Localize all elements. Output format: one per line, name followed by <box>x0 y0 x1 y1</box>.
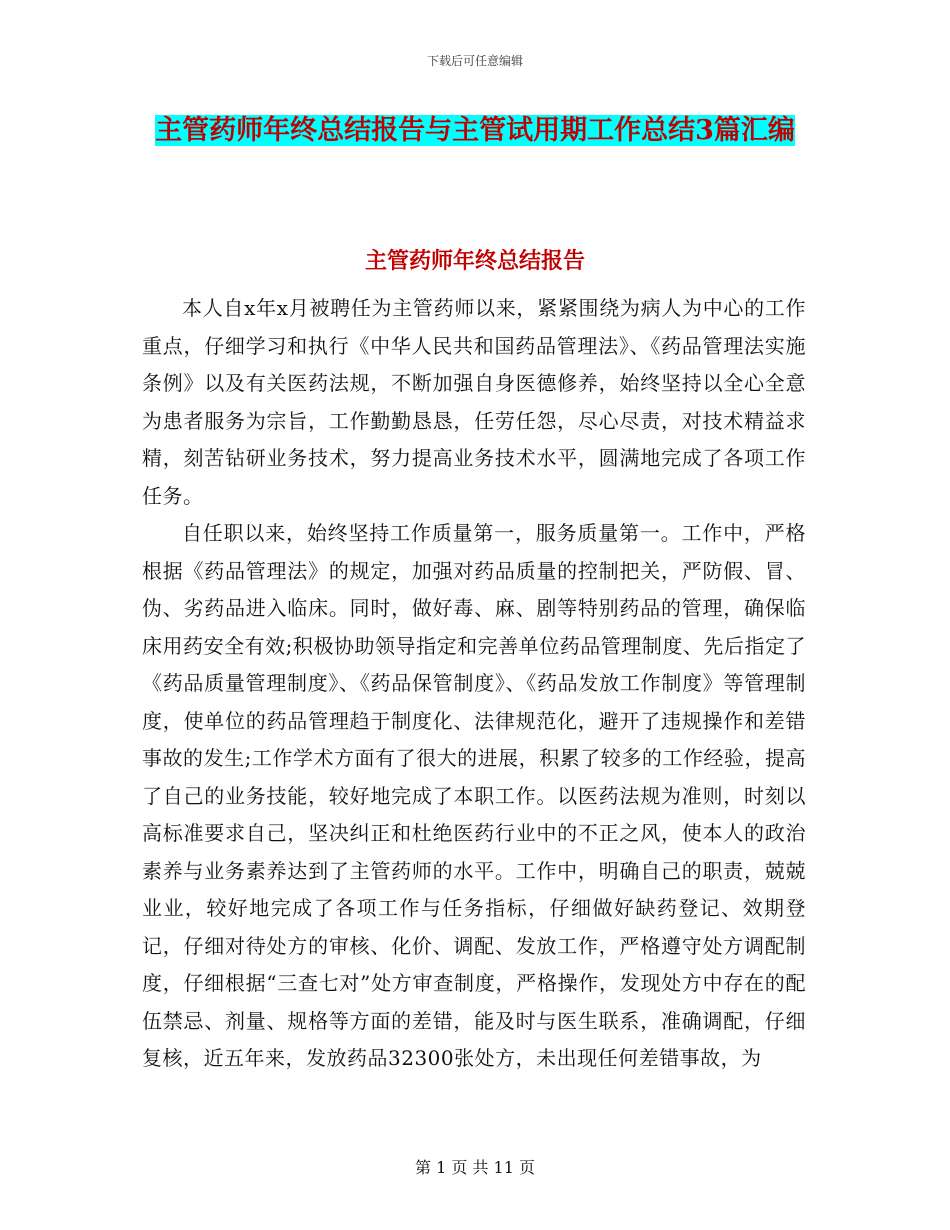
paragraph-2: 自任职以来，始终坚持工作质量第一，服务质量第一。工作中，严格根据《药品管理法》的规定，加强对药品质量的控制把关，严防假、冒、伪、劣药品进入临床。同时，做好毒、麻、剧等特别药品的管理，确保临床用药安全有效;积极协助领导指定和完善单位药品管理制度、先后指定了《药品质量管理制度》、《药品保管制度》、《药品发放工作制度》等管理制度，使单位的药品管理趋于制度化、法律规范化，避开了违规操作和差错事故的发生;工作学术方面有了很大的进展，积累了较多的工作经验，提高了自己的业务技能，较好地完成了本职工作。以医药法规为准则，时刻以高标准要求自己，坚决纠正和杜绝医药行业中的不正之风，使本人的政治素养与业务素养达到了主管药师的水平。工作中，明确自己的职责，兢兢业业，较好地完成了各项工作与任务指标，仔细做好缺药登记、效期登记，仔细对待处方的审核、化价、调配、发放工作，严格遵守处方调配制度，仔细根据“三查七对”处方审查制度，严格操作，发现处方中存在的配伍禁忌、剂量、规格等方面的差错，能及时与医生联系，准确调配，仔细复核，近五年来，发放药品32300张处方，未出现任何差错事故，为 <box>142 521 806 1070</box>
header-note: 下载后可任意编辑 <box>426 54 523 68</box>
document-title-text: 主管药师年终总结报告与主管试用期工作总结3篇汇编 <box>155 115 795 146</box>
section-title: 主管药师年终总结报告 <box>364 248 585 274</box>
document-title <box>140 108 810 154</box>
body-text <box>142 290 806 1078</box>
paragraph-1: 本人自x年x月被聘任为主管药师以来，紧紧围绕为病人为中心的工作重点，仔细学习和执行《中华人民共和国药品管理法》、《药品管理法实施条例》以及有关医药法规，不断加强自身医德修养，始终坚持以全心全意为患者服务为宗旨，工作勤勤恳恳，任劳任怨，尽心尽责，对技术精益求精，刻苦钻研业务技术，努力提高业务技术水平，圆满地完成了各项工作任务。 <box>142 296 806 508</box>
page-number-footer: 第 1 页 共 11 页 <box>415 1158 535 1177</box>
